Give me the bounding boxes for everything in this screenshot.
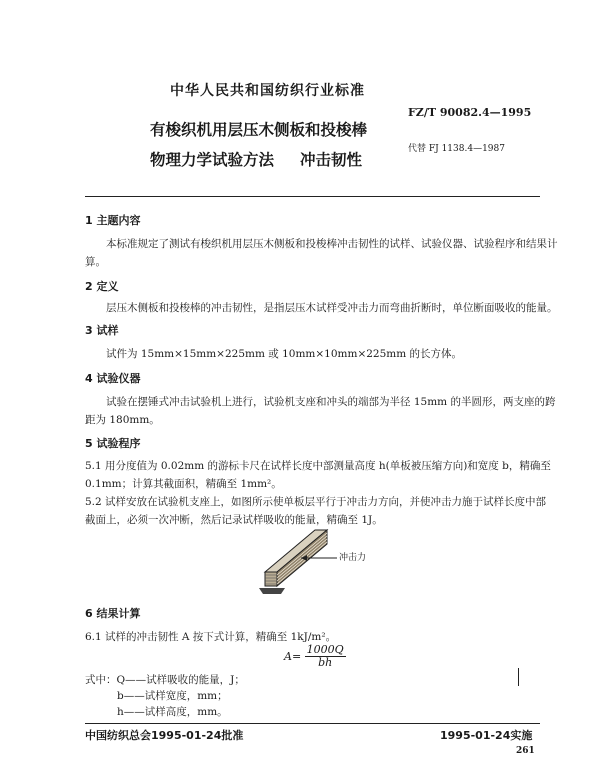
section-4-heading: 4 试验仪器	[85, 372, 141, 385]
section-1-para-line2: 算。	[85, 256, 106, 268]
section-3-heading: 3 试样	[85, 324, 119, 337]
clause-5-1-line2: 0.1mm；计算其截面积，精确至 1mm²。	[85, 478, 282, 490]
impact-toughness-formula	[284, 644, 346, 669]
section-5-heading: 5 试验程序	[85, 437, 141, 450]
formula-lhs: A=	[284, 650, 302, 663]
formula-denominator: bh	[318, 656, 333, 669]
formula-fraction	[305, 644, 346, 669]
effective-date: 1995-01-24实施	[440, 729, 533, 742]
specimen-figure	[255, 520, 395, 598]
document-title-line2: 物理力学试验方法	[150, 151, 275, 169]
footer-rule	[85, 723, 540, 724]
formula-numerator: 1000Q	[306, 643, 344, 656]
laminate-line	[277, 533, 327, 575]
section-3-para: 试件为 15mm×15mm×225mm 或 10mm×10mm×225mm 的长方体。	[106, 348, 463, 360]
standard-number: FZ/T 90082.4—1995	[408, 106, 532, 119]
replaces-standard: 代替 FJ 1138.4—1987	[408, 144, 505, 154]
standard-category: 中华人民共和国纺织行业标准	[170, 83, 365, 99]
support-base	[259, 588, 285, 594]
document-title-line1: 有梭织机用层压木侧板和投梭棒	[150, 121, 368, 139]
clause-5-1-line1: 5.1 用分度值为 0.02mm 的游标卡尺在试样长度中部测量高度 h(单板被压缩方向)和宽度 b，精确至	[85, 460, 551, 472]
section-1-para-line1: 本标准规定了测试有梭织机用层压木侧板和投梭棒冲击韧性的试样、试验仪器、试验程序和结果计	[106, 238, 558, 250]
clause-5-2-line2: 截面上，必须一次冲断，然后记录试样吸收的能量，精确至 1J。	[85, 514, 383, 526]
document-title-line2-subtitle: 冲击韧性	[300, 151, 363, 169]
clause-6-1: 6.1 试样的冲击韧性 A 按下式计算，精确至 1kJ/m²。	[85, 631, 337, 643]
where-b: b——试样宽度，mm；	[117, 690, 228, 702]
section-1-heading: 1 主题内容	[85, 214, 141, 227]
clause-5-2-line1: 5.2 试样安放在试验机支座上，如图所示使单板层平行于冲击力方向，并使冲击力施于试样长度中部	[85, 496, 547, 508]
section-6-heading: 6 结果计算	[85, 607, 141, 620]
header-rule	[85, 196, 540, 197]
page-number: 261	[516, 746, 535, 756]
section-4-para-line1: 试验在摆锤式冲击试验机上进行，试验机支座和冲头的端部为半径 15mm 的半圆形，两支座的跨	[106, 396, 556, 408]
figure-label-impact-force: 冲击力	[339, 553, 367, 563]
margin-mark	[518, 668, 519, 686]
section-2-para: 层压木侧板和投梭棒的冲击韧性，是指层压木试样受冲击力而弯曲折断时，单位断面吸收的能量。	[106, 302, 558, 314]
where-q: 式中：Q——试样吸收的能量，J；	[85, 674, 245, 686]
section-2-heading: 2 定义	[85, 280, 119, 293]
section-4-para-line2: 距为 180mm。	[85, 414, 160, 426]
where-h: h——试样高度，mm。	[117, 706, 228, 718]
approval-date: 中国纺织总会1995-01-24批准	[85, 729, 244, 742]
